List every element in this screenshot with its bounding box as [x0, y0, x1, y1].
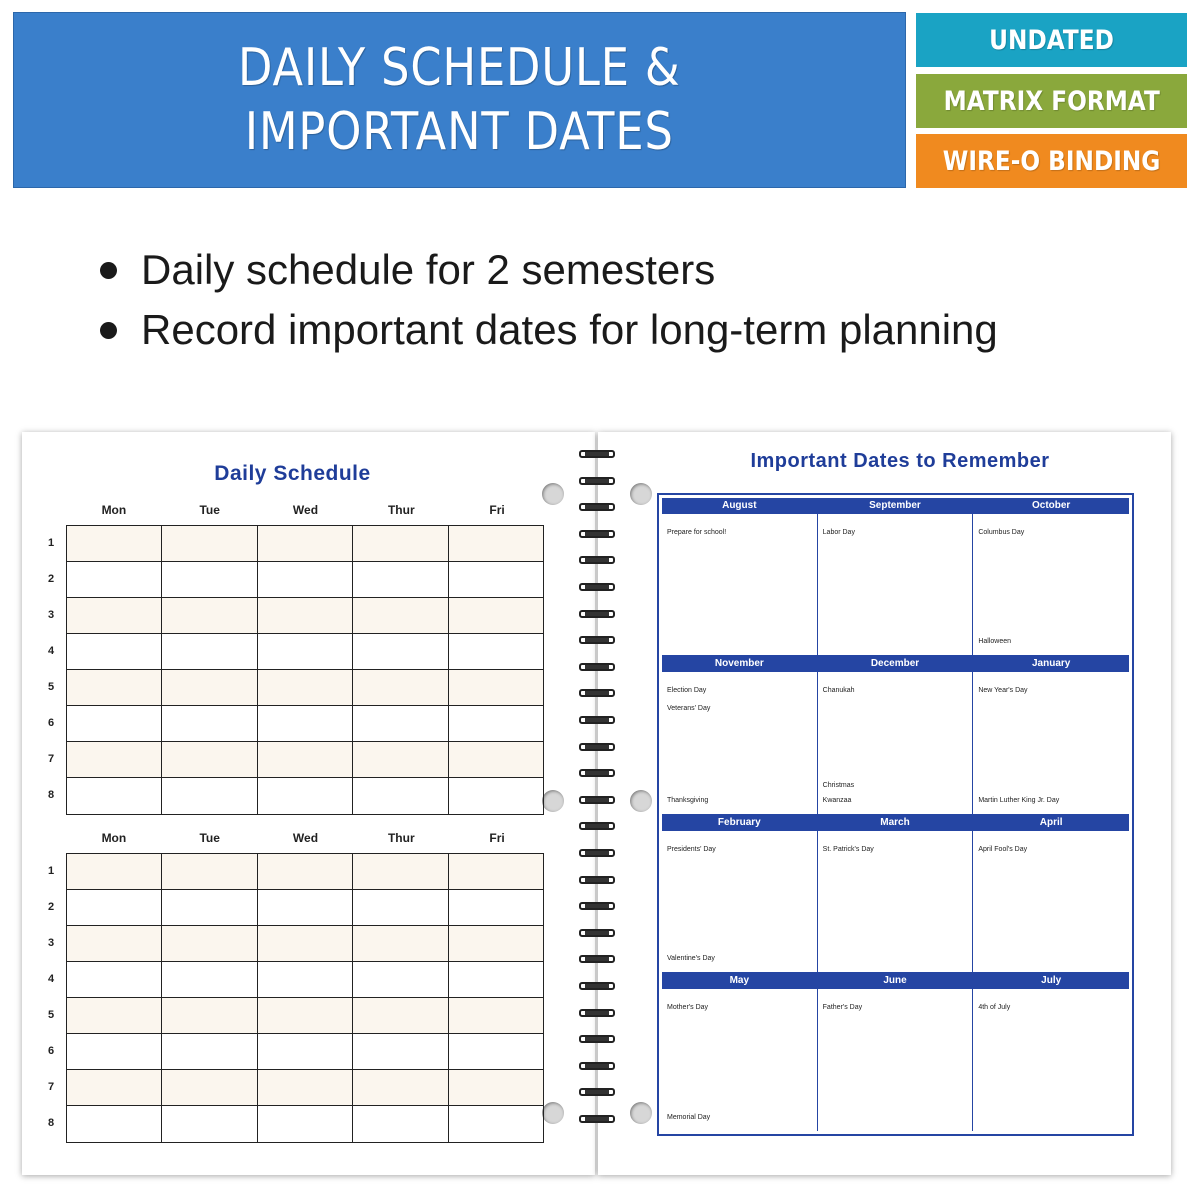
spiral-coil — [577, 743, 617, 751]
schedule-period-number: 7 — [47, 1081, 55, 1093]
spiral-coil — [577, 716, 617, 724]
schedule-cell — [67, 1106, 162, 1142]
schedule-cell — [449, 926, 543, 961]
month-header: June — [818, 973, 973, 989]
holiday-label: Valentine's Day — [667, 954, 715, 962]
schedule-row — [67, 890, 543, 926]
punch-hole-icon — [630, 1102, 652, 1124]
schedule-table-1 — [40, 503, 545, 813]
spiral-coil — [577, 822, 617, 830]
month-header: November — [662, 656, 817, 672]
schedule-cell — [67, 706, 162, 741]
holiday-label: Election Day — [667, 687, 707, 695]
holiday-label: Veterans' Day — [667, 705, 711, 713]
schedule-cell — [258, 1034, 353, 1069]
bullet-dot-icon — [100, 322, 117, 339]
schedule-day-header: Mon — [101, 831, 127, 845]
schedule-cell — [353, 526, 448, 561]
schedule-cell — [449, 670, 543, 705]
spiral-coil — [577, 503, 617, 511]
month-cell-june — [818, 973, 974, 1131]
holiday-label: Mother's Day — [667, 1003, 709, 1011]
schedule-cell — [67, 778, 162, 814]
schedule-day-header: Tue — [199, 503, 220, 517]
punch-hole-icon — [542, 790, 564, 812]
schedule-cell — [353, 778, 448, 814]
schedule-row — [67, 998, 543, 1034]
feature-list — [100, 240, 1160, 360]
schedule-row — [67, 670, 543, 706]
schedule-cell — [353, 854, 448, 889]
schedule-row — [67, 598, 543, 634]
month-cell-march — [818, 815, 974, 973]
schedule-period-number: 6 — [47, 717, 55, 729]
month-cell-october — [973, 498, 1129, 656]
spiral-coil — [577, 556, 617, 564]
schedule-cell — [67, 1070, 162, 1105]
schedule-row — [67, 634, 543, 670]
spiral-coil — [577, 450, 617, 458]
feature-item — [100, 300, 1160, 360]
schedule-cell — [162, 1034, 257, 1069]
schedule-cell — [67, 670, 162, 705]
schedule-cell — [258, 634, 353, 669]
tag-undated — [916, 13, 1187, 67]
schedule-cell — [258, 998, 353, 1033]
schedule-cell — [353, 926, 448, 961]
schedule-day-header: Tue — [199, 831, 220, 845]
schedule-day-header: Thur — [387, 503, 415, 517]
schedule-cell — [258, 562, 353, 597]
schedule-cell — [162, 890, 257, 925]
holiday-label: Chanukah — [822, 687, 855, 695]
schedule-cell — [353, 1070, 448, 1105]
schedule-cell — [67, 742, 162, 777]
schedule-period-number: 2 — [47, 901, 55, 913]
spiral-coil — [577, 929, 617, 937]
schedule-cell — [449, 962, 543, 997]
schedule-cell — [67, 562, 162, 597]
schedule-cell — [162, 962, 257, 997]
holiday-label: Christmas — [822, 781, 855, 789]
month-header: July — [973, 973, 1129, 989]
schedule-cell — [353, 962, 448, 997]
dates-title: Important Dates to Remember — [750, 450, 1050, 472]
schedule-cell — [353, 634, 448, 669]
feature-text: Daily schedule for 2 semesters — [141, 246, 716, 293]
schedule-cell — [258, 926, 353, 961]
holiday-label: Memorial Day — [667, 1114, 711, 1121]
schedule-cell — [258, 598, 353, 633]
tag-matrix-format-label: MATRIX FORMAT — [943, 85, 1160, 117]
schedule-period-number: 3 — [47, 609, 55, 621]
schedule-cell — [449, 526, 543, 561]
schedule-cell — [353, 1106, 448, 1142]
schedule-cell — [258, 854, 353, 889]
punch-hole-icon — [542, 483, 564, 505]
schedule-cell — [162, 742, 257, 777]
feature-text: Record important dates for long-term planning — [141, 306, 998, 353]
month-header: December — [818, 656, 973, 672]
spiral-coil — [577, 1115, 617, 1123]
schedule-cell — [67, 634, 162, 669]
tag-undated-label: UNDATED — [989, 24, 1114, 56]
schedule-cell — [449, 706, 543, 741]
schedule-day-header: Fri — [489, 831, 505, 845]
schedule-cell — [67, 890, 162, 925]
schedule-row — [67, 1034, 543, 1070]
holiday-label: Halloween — [978, 638, 1012, 646]
schedule-period-number: 7 — [47, 753, 55, 765]
schedule-period-number: 5 — [47, 1009, 55, 1021]
schedule-cell — [162, 854, 257, 889]
punch-hole-icon — [630, 483, 652, 505]
spiral-coil — [577, 849, 617, 857]
month-header: April — [973, 815, 1129, 831]
schedule-day-header: Wed — [292, 503, 319, 517]
schedule-cell — [353, 598, 448, 633]
spiral-coil — [577, 663, 617, 671]
schedule-row — [67, 562, 543, 598]
feature-item — [100, 240, 1160, 300]
schedule-period-number: 8 — [47, 1117, 55, 1129]
schedule-grid — [66, 525, 544, 815]
schedule-cell — [353, 706, 448, 741]
dates-grid — [662, 498, 1129, 1131]
bullet-dot-icon — [100, 262, 117, 279]
schedule-cell — [353, 890, 448, 925]
month-cell-september — [818, 498, 974, 656]
schedule-cell — [449, 598, 543, 633]
spiral-coil — [577, 902, 617, 910]
month-header: January — [973, 656, 1129, 672]
dates-box — [657, 493, 1134, 1136]
schedule-cell — [258, 670, 353, 705]
schedule-table-2 — [40, 831, 545, 1141]
spiral-coil — [577, 769, 617, 777]
schedule-cell — [162, 526, 257, 561]
schedule-day-header: Mon — [101, 503, 127, 517]
schedule-period-numbers — [40, 525, 62, 813]
spiral-coil — [577, 955, 617, 963]
schedule-period-number: 4 — [47, 645, 55, 657]
holiday-label: Martin Luther King Jr. Day — [978, 796, 1060, 804]
schedule-cell — [449, 742, 543, 777]
schedule-cell — [67, 598, 162, 633]
spiral-coil — [577, 1009, 617, 1017]
schedule-cell — [449, 998, 543, 1033]
schedule-cell — [353, 742, 448, 777]
schedule-cell — [449, 1070, 543, 1105]
schedule-cell — [162, 598, 257, 633]
spiral-coil — [577, 583, 617, 591]
schedule-cell — [258, 526, 353, 561]
month-cell-december — [818, 656, 974, 814]
holiday-label: Father's Day — [822, 1003, 863, 1011]
holiday-label: Kwanzaa — [822, 796, 852, 804]
schedule-cell — [449, 1106, 543, 1142]
schedule-period-number: 4 — [47, 973, 55, 985]
spiral-coil — [577, 530, 617, 538]
tag-wire-o-binding-label: WIRE-O BINDING — [942, 145, 1161, 177]
spiral-coil — [577, 610, 617, 618]
holiday-label: St. Patrick's Day — [822, 845, 874, 853]
schedule-cell — [162, 926, 257, 961]
punch-hole-icon — [630, 790, 652, 812]
schedule-cell — [449, 1034, 543, 1069]
holiday-label: Prepare for school! — [667, 529, 727, 536]
holiday-label: Labor Day — [822, 529, 855, 536]
schedule-cell — [449, 890, 543, 925]
schedule-cell — [67, 998, 162, 1033]
schedule-period-number: 5 — [47, 681, 55, 693]
schedule-cell — [162, 670, 257, 705]
month-cell-january — [973, 656, 1129, 814]
month-header: September — [818, 498, 973, 514]
schedule-row — [67, 962, 543, 998]
holiday-label: Columbus Day — [978, 529, 1025, 536]
schedule-period-numbers — [40, 853, 62, 1141]
schedule-period-number: 3 — [47, 937, 55, 949]
schedule-cell — [258, 962, 353, 997]
schedule-day-header: Thur — [387, 831, 415, 845]
month-header: May — [662, 973, 817, 989]
schedule-cell — [67, 526, 162, 561]
holiday-label: Thanksgiving — [667, 796, 709, 804]
spiral-coil — [577, 689, 617, 697]
schedule-cell — [353, 562, 448, 597]
month-header: August — [662, 498, 817, 514]
month-header: October — [973, 498, 1129, 514]
punch-hole-icon — [542, 1102, 564, 1124]
schedule-cell — [258, 1106, 353, 1142]
spiral-coil — [577, 636, 617, 644]
month-header: March — [818, 815, 973, 831]
tag-wire-o-binding — [916, 134, 1187, 188]
schedule-cell — [162, 778, 257, 814]
tag-matrix-format — [916, 74, 1187, 128]
spiral-coil — [577, 1035, 617, 1043]
holiday-label: New Year's Day — [978, 687, 1028, 695]
schedule-period-number: 2 — [47, 573, 55, 585]
spiral-coil — [577, 1062, 617, 1070]
schedule-row — [67, 526, 543, 562]
spiral-coil — [577, 796, 617, 804]
schedule-row — [67, 926, 543, 962]
schedule-period-number: 6 — [47, 1045, 55, 1057]
month-header: February — [662, 815, 817, 831]
schedule-period-number: 8 — [47, 789, 55, 801]
schedule-cell — [449, 562, 543, 597]
schedule-cell — [67, 962, 162, 997]
schedule-cell — [162, 1106, 257, 1142]
schedule-row — [67, 1106, 543, 1142]
schedule-row — [67, 742, 543, 778]
schedule-cell — [449, 778, 543, 814]
spiral-coil — [577, 876, 617, 884]
month-cell-november — [662, 656, 818, 814]
spiral-coil — [577, 1088, 617, 1096]
schedule-period-number: 1 — [47, 865, 55, 877]
schedule-row — [67, 706, 543, 742]
schedule-day-headers — [66, 831, 545, 849]
month-cell-august — [662, 498, 818, 656]
schedule-cell — [258, 706, 353, 741]
schedule-cell — [353, 998, 448, 1033]
month-cell-july — [973, 973, 1129, 1131]
schedule-cell — [258, 890, 353, 925]
schedule-day-headers — [66, 503, 545, 521]
holiday-label: Presidents' Day — [667, 845, 716, 853]
wire-o-binding — [577, 450, 617, 1170]
banner-title-line2: IMPORTANT DATES — [245, 102, 674, 162]
schedule-cell — [258, 1070, 353, 1105]
schedule-cell — [67, 854, 162, 889]
schedule-cell — [162, 1070, 257, 1105]
schedule-cell — [67, 1034, 162, 1069]
schedule-cell — [258, 778, 353, 814]
schedule-period-number: 1 — [47, 537, 55, 549]
schedule-cell — [353, 1034, 448, 1069]
holiday-label: 4th of July — [978, 1003, 1011, 1011]
schedule-title: Daily Schedule — [214, 462, 371, 485]
schedule-cell — [67, 926, 162, 961]
schedule-cell — [258, 742, 353, 777]
schedule-cell — [162, 634, 257, 669]
schedule-row — [67, 778, 543, 814]
month-cell-april — [973, 815, 1129, 973]
month-cell-february — [662, 815, 818, 973]
schedule-cell — [162, 998, 257, 1033]
schedule-day-header: Fri — [489, 503, 505, 517]
holiday-label: April Fool's Day — [978, 845, 1028, 853]
schedule-day-header: Wed — [292, 831, 319, 845]
schedule-grid — [66, 853, 544, 1143]
header-banner — [13, 12, 906, 188]
schedule-cell — [353, 670, 448, 705]
schedule-cell — [449, 634, 543, 669]
banner-title-line1: DAILY SCHEDULE & — [238, 38, 681, 98]
month-cell-may — [662, 973, 818, 1131]
spiral-coil — [577, 982, 617, 990]
schedule-row — [67, 1070, 543, 1106]
spiral-coil — [577, 477, 617, 485]
schedule-cell — [162, 706, 257, 741]
schedule-cell — [162, 562, 257, 597]
schedule-cell — [449, 854, 543, 889]
schedule-row — [67, 854, 543, 890]
